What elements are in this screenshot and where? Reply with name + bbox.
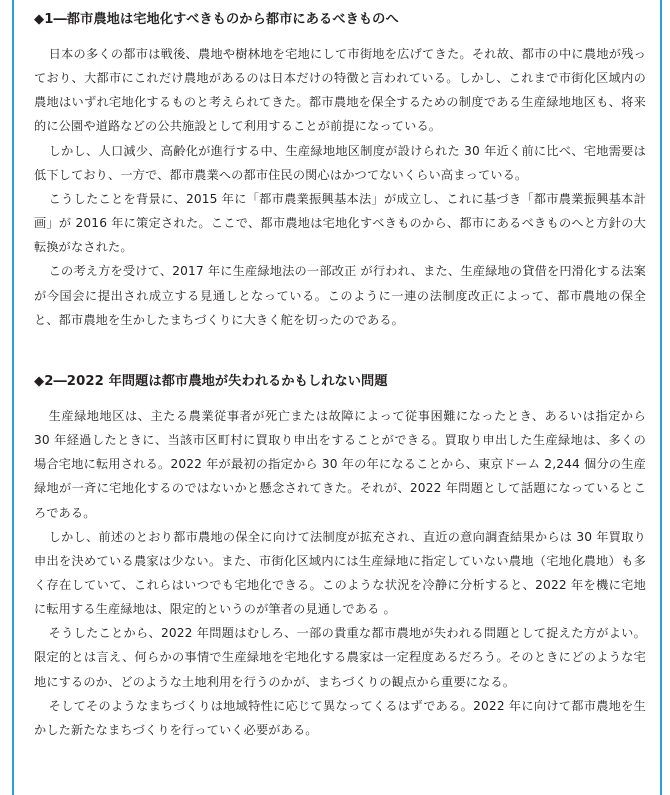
paragraph: こうしたことを背景に、2015 年に「都市農業振興基本法」が成立し、これに基づき「都市農業振興基本計画」が 2016 年に策定された。ここで、都市農地は宅地化すべきものから、都市にあるべきものへと方針の大転換がなされた。: [34, 191, 646, 255]
paragraph: 生産緑地地区は、主たる農業従事者が死亡または故障によって従事困難になったとき、あるいは指定から 30 年経過したときに、当該市区町村に買取り申出をすることができる。買取り申出した生産緑地は、多くの場合宅地に転用される。2022 年が最初の指定から 30 年の年になることから、東京ドーム 2,244 個分の生産緑地が一斉に宅地化するのではないかと懸念されてきた。それが、2022 年問題として話題になっているところである。: [34, 408, 646, 520]
section-heading: ◆1―都市農地は宅地化すべきものから都市にあるべきものへ: [34, 12, 399, 27]
paragraph: しかし、人口減少、高齢化が進行する中、生産緑地地区制度が設けられた 30 年近く前に比べ、宅地需要は低下しており、一方で、都市農業への都市住民の関心はかつてないくらい高まっている。: [34, 143, 646, 182]
section-2: [34, 372, 646, 742]
paragraph: 日本の多くの都市は戦後、農地や樹林地を宅地にして市街地を広げてきた。それ故、都市の中に農地が残っており、大都市にこれだけ農地があるのは日本だけの特徴と言われている。しかし、これまで市街化区域内の農地はいずれ宅地化するものと考えられてきた。都市農地を保全するための制度である生産緑地地区も、将来的に公園や道路などの公共施設として利用することが前提になっている。: [34, 47, 646, 134]
paragraph: この考え方を受けて、2017 年に生産緑地法の一部改正 が行われ、また、生産緑地の貸借を円滑化する法案 が今国会に提出され成立する見通しとなっている。このように一連の法制度改正によって、都市農地の保全と、都市農地を生かしたまちづくりに大きく舵を切ったのである。: [34, 264, 646, 327]
paragraph: そうしたことから、2022 年問題はむしろ、一部の貴重な都市農地が失われる問題として捉えた方がよい。限定的とは言え、何らかの事情で生産緑地を宅地化する農家は一定程度あるだろう。そのときにどのような宅地にするのか、どのような土地利用を行うのかが、まちづくりの観点から重要になる。: [34, 626, 646, 689]
article-body: [34, 10, 646, 742]
section-heading: ◆2―2022 年問題は都市農地が失われるかもしれない問題: [34, 373, 388, 389]
section-1: [34, 10, 646, 332]
paragraph: そしてそのようなまちづくりは地域特性に応じて異なってくるはずである。2022 年に向けて都市農地を生かした新たなまちづくりを行っていく必要がある。: [34, 698, 646, 737]
paragraph: しかし、前述のとおり都市農地の保全に向けて法制度が拡充され、直近の意向調査結果からは 30 年買取り申出を決めている農家は少ない。また、市街化区域内には生産緑地に指定していない農地（宅地化農地）も多く存在していて、これらはいつでも宅地化できる。このような状況を冷静に分析すると、2022 年を機に宅地に転用する生産緑地は、限定的というのが筆者の見通しである 。: [34, 529, 646, 617]
